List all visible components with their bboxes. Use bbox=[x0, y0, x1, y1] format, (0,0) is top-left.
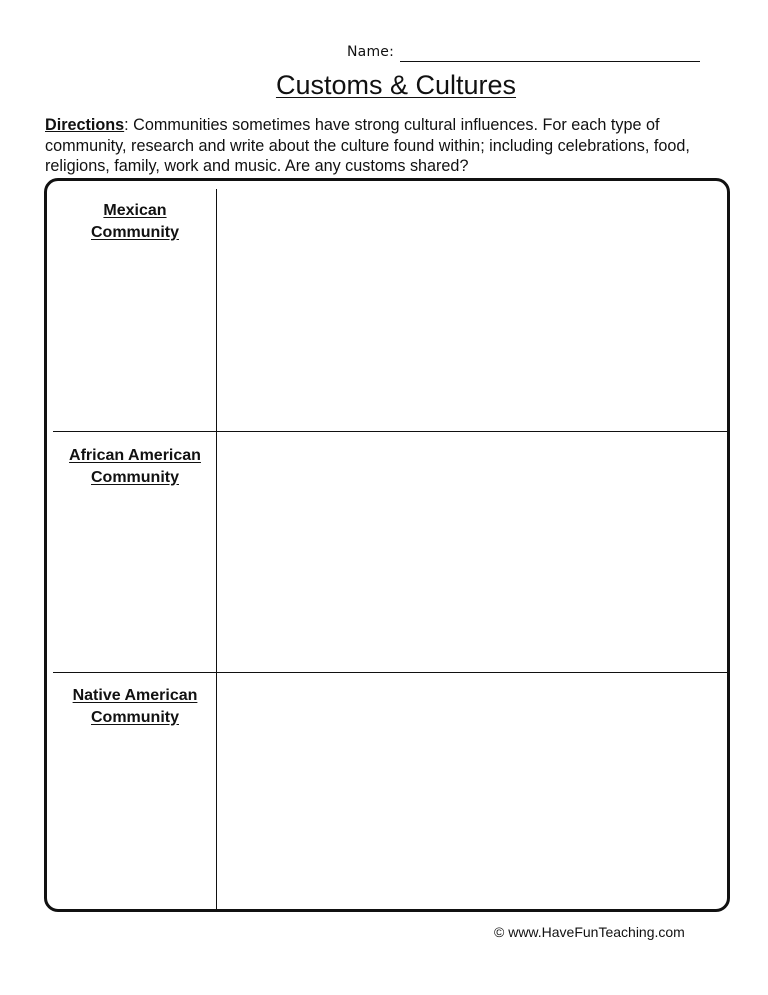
write-area-mexican-community[interactable] bbox=[219, 189, 725, 430]
row-label-mexican-community: Mexican Community bbox=[91, 202, 179, 241]
name-field[interactable] bbox=[347, 44, 707, 68]
row-label-african-american-community: African American Community bbox=[69, 447, 201, 486]
name-write-line[interactable] bbox=[400, 61, 700, 62]
community-chart bbox=[44, 178, 730, 912]
column-divider bbox=[216, 189, 217, 909]
write-area-native-american-community[interactable] bbox=[219, 674, 725, 908]
write-area-african-american-community[interactable] bbox=[219, 433, 725, 671]
copyright-footer: © www.HaveFunTeaching.com bbox=[494, 924, 685, 940]
page-title: Customs & Cultures bbox=[275, 70, 517, 100]
directions-text: : Communities sometimes have strong cultural influences. For each type of community, research and write about the culture found within; including celebrations, food, religions, family, work and music. Are any customs shared? bbox=[45, 116, 690, 175]
row-divider bbox=[53, 672, 727, 673]
row-divider bbox=[53, 431, 727, 432]
directions-label: Directions bbox=[45, 116, 125, 134]
name-label: Name: bbox=[347, 44, 395, 60]
row-label-native-american-community: Native American Community bbox=[72, 687, 198, 726]
directions-paragraph bbox=[45, 115, 735, 177]
